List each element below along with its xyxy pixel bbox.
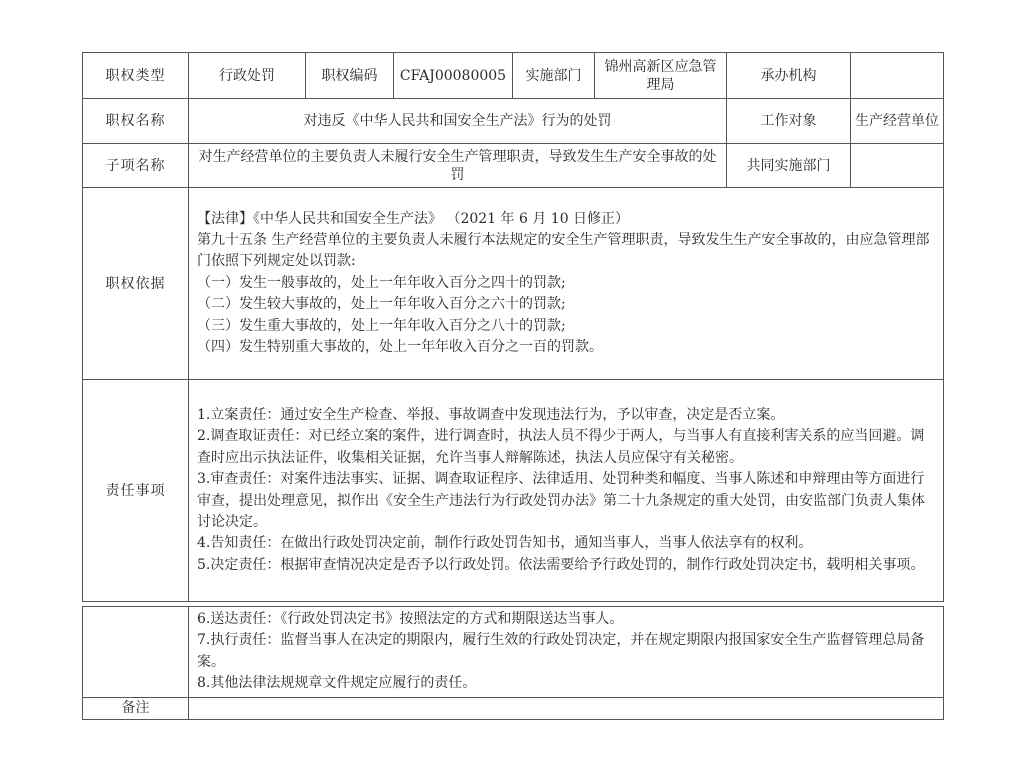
responsibility-item: 6.送达责任：《行政处罚决定书》按照法定的方式和期限送达当事人。 bbox=[197, 611, 624, 627]
power-table bbox=[82, 52, 944, 720]
basis-line: 【法律】《中华人民共和国安全生产法》 （2021 年 6 月 10 日修正） bbox=[197, 210, 630, 227]
power-name-row bbox=[83, 99, 944, 144]
basis-line: （二）发生较大事故的，处上一年年收入百分之六十的罚款; bbox=[197, 296, 566, 313]
organizer-label: 承办机构 bbox=[727, 53, 851, 99]
responsibility-item: 8.其他法律法规规章文件规定应履行的责任。 bbox=[197, 675, 477, 692]
responsibility-item: 7.执行责任：监督当事人在决定的期限内，履行生效的行政处罚决定，并在规定期限内报国家安全生产监督管理总局备案。 bbox=[197, 632, 925, 670]
sub-name-value: 对生产经营单位的主要负责人未履行安全生产管理职责，导致发生生产安全事故的处罚 bbox=[189, 144, 727, 188]
header-row bbox=[83, 53, 944, 99]
responsibility-item: 5.决定责任：根据审查情况决定是否予以行政处罚。依法需要给予行政处罚的，制作行政处罚决定书，载明相关事项。 bbox=[197, 556, 925, 573]
basis-content bbox=[189, 188, 944, 380]
responsibility-continued-content bbox=[189, 607, 944, 698]
basis-label: 职权依据 bbox=[83, 188, 189, 380]
power-type-value: 行政处罚 bbox=[189, 53, 306, 99]
remarks-label: 备注 bbox=[83, 697, 189, 719]
power-name-label: 职权名称 bbox=[83, 99, 189, 144]
work-target-label: 工作对象 bbox=[727, 99, 851, 144]
basis-line: （三）发生重大事故的，处上一年年收入百分之八十的罚款; bbox=[197, 317, 566, 334]
power-name-value: 对违反《中华人民共和国安全生产法》行为的处罚 bbox=[189, 99, 727, 144]
power-type-label: 职权类型 bbox=[83, 53, 189, 99]
responsibility-item: 1.立案责任：通过安全生产检查、举报、事故调查中发现违法行为，予以审查，决定是否立案。 bbox=[197, 406, 785, 423]
responsibility-item: 3.审查责任：对案件违法事实、证据、调查取证程序、法律适用、处罚种类和幅度、当事人陈述和申辩理由等方面进行审查，提出处理意见，拟作出《安全生产违法行为行政处罚办法》第二十九条规定的重大处罚，由安监部门负责人集体讨论决定。 bbox=[197, 471, 925, 530]
work-target-value: 生产经营单位 bbox=[851, 99, 944, 144]
power-code-value: CFAJ00080005 bbox=[394, 53, 513, 99]
basis-row bbox=[83, 188, 944, 380]
responsibility-item: 2.调查取证责任：对已经立案的案件，进行调查时，执法人员不得少于两人，与当事人有直接利害关系的应当回避。调查时应出示执法证件，收集相关证据，允许当事人辩解陈述，执法人员应保守有关秘密。 bbox=[197, 428, 925, 466]
basis-line: 第九十五条 生产经营单位的主要负责人未履行本法规定的安全生产管理职责，导致发生生产安全事故的，由应急管理部门依照下列规定处以罚款: bbox=[197, 231, 930, 270]
sub-name-label: 子项名称 bbox=[83, 144, 189, 188]
remarks-value bbox=[189, 697, 944, 719]
sub-item-row bbox=[83, 144, 944, 188]
impl-dept-label: 实施部门 bbox=[513, 53, 595, 99]
joint-dept-label: 共同实施部门 bbox=[727, 144, 851, 188]
basis-line: （一）发生一般事故的，处上一年年收入百分之四十的罚款; bbox=[197, 274, 566, 291]
impl-dept-value: 锦州高新区应急管理局 bbox=[595, 53, 727, 99]
responsibility-label: 责任事项 bbox=[83, 380, 189, 602]
responsibility-continued-row bbox=[83, 607, 944, 698]
joint-dept-value bbox=[851, 144, 944, 188]
organizer-value bbox=[851, 53, 944, 99]
responsibility-item: 4.告知责任：在做出行政处罚决定前，制作行政处罚告知书，通知当事人，当事人依法享有的权利。 bbox=[197, 535, 813, 552]
responsibility-row bbox=[83, 380, 944, 602]
power-code-label: 职权编码 bbox=[306, 53, 394, 99]
responsibility-content bbox=[189, 380, 944, 602]
remarks-row bbox=[83, 697, 944, 719]
power-list-sheet bbox=[82, 52, 943, 720]
basis-line: （四）发生特别重大事故的，处上一年年收入百分之一百的罚款。 bbox=[197, 339, 603, 356]
responsibility-continued-label bbox=[83, 607, 189, 698]
